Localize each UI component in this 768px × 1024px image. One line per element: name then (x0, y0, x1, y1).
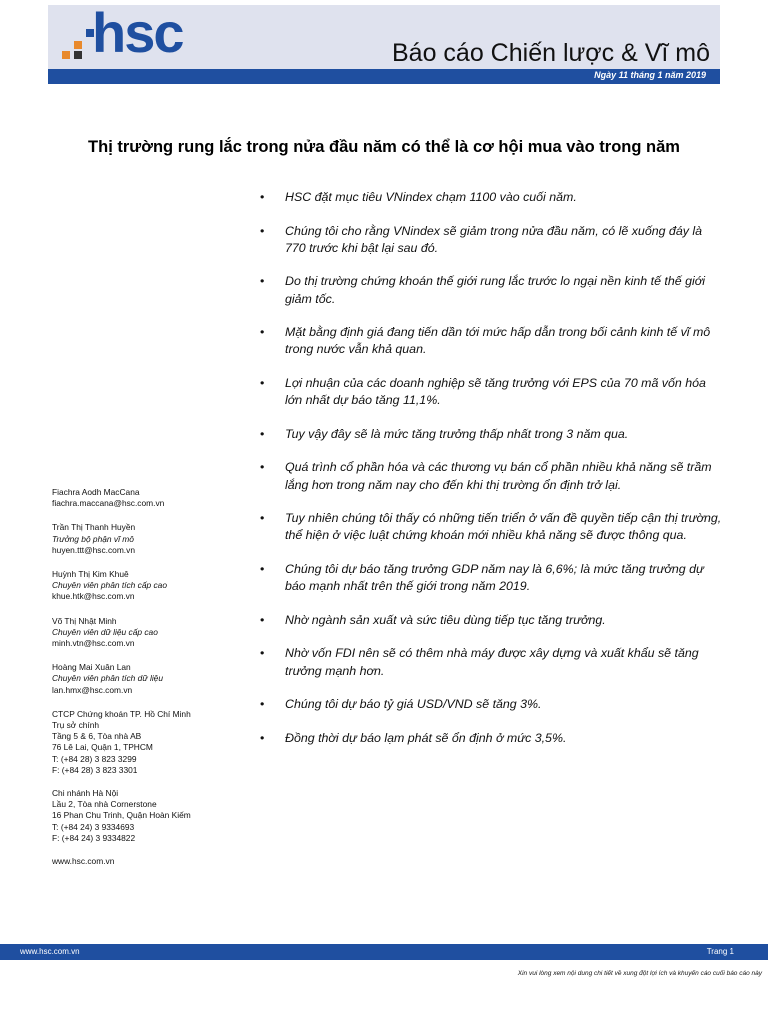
sidebar-website-link[interactable]: www.hsc.com.vn (52, 856, 115, 867)
bullet-icon: • (260, 460, 265, 475)
analyst-role: Trưởng bộ phận vĩ mô (52, 533, 134, 544)
bullet-item (256, 612, 726, 629)
report-date: Ngày 11 tháng 1 năm 2019 (594, 70, 706, 80)
analyst-card (52, 662, 242, 696)
bullet-item (256, 189, 726, 206)
address-line: Lầu 2, Tòa nhà Cornerstone (52, 799, 157, 810)
analyst-email[interactable]: khue.htk@hsc.com.vn (52, 591, 135, 602)
bullet-text: Nhờ vốn FDI nên sẽ có thêm nhà máy được xây dựng và xuất khẩu sẽ tăng trưởng mạnh hơn. (285, 646, 699, 678)
analyst-role: Chuyên viên phân tích dữ liệu (52, 673, 163, 684)
bullet-item (256, 426, 726, 443)
bullet-icon: • (260, 612, 265, 627)
address-line: CTCP Chứng khoán TP. Hồ Chí Minh (52, 708, 191, 719)
bullet-item (256, 645, 726, 679)
address-line: F: (+84 24) 3 9334822 (52, 832, 136, 843)
bullet-icon: • (260, 190, 265, 204)
bullet-item (256, 223, 726, 257)
bullet-item (256, 273, 726, 307)
analyst-card (52, 616, 242, 650)
bullet-item (256, 459, 726, 493)
hanoi-branch-address (52, 788, 242, 844)
bullet-icon: • (260, 561, 265, 576)
header-band (48, 1, 720, 69)
analyst-card (52, 487, 242, 509)
bullet-item (256, 324, 726, 358)
analyst-name: Huỳnh Thị Kim Khuê (52, 569, 129, 580)
address-line: Tầng 5 & 6, Tòa nhà AB (52, 731, 142, 742)
analyst-list (52, 487, 242, 696)
bullet-text: Nhờ ngành sản xuất và sức tiêu dùng tiếp tục tăng trưởng. (285, 612, 606, 627)
analyst-email[interactable]: fiachra.maccana@hsc.com.vn (52, 498, 165, 509)
analyst-name: Trần Thị Thanh Huyền (52, 522, 136, 533)
analyst-role: Chuyên viên phân tích cấp cao (52, 580, 168, 591)
bullet-icon: • (260, 325, 265, 340)
date-bar (48, 69, 720, 84)
bullet-icon: • (260, 646, 265, 661)
analyst-card (52, 522, 242, 556)
bullet-text: HSC đặt mục tiêu VNindex chạm 1100 vào cuối năm. (285, 190, 577, 204)
analyst-name: Võ Thị Nhật Minh (52, 615, 117, 626)
bullet-icon: • (260, 511, 265, 526)
address-line: T: (+84 28) 3 823 3299 (52, 753, 137, 764)
address-line: F: (+84 28) 3 823 3301 (52, 764, 138, 775)
bullet-icon: • (260, 223, 265, 238)
address-line: 16 Phan Chu Trinh, Quận Hoàn Kiếm (52, 810, 191, 821)
bullet-text: Mặt bằng định giá đang tiến dần tới mức hấp dẫn trong bối cảnh kinh tế vĩ mô trong nước vẫn khả quan. (285, 325, 711, 357)
bullet-text: Chúng tôi dự báo tăng trưởng GDP năm nay là 6,6%; là mức tăng trưởng dự báo mạnh nhất trên thế giới trong năm 2019. (285, 561, 704, 594)
address-line: Chi nhánh Hà Nội (52, 788, 119, 799)
report-title: Báo cáo Chiến lược & Vĩ mô (392, 39, 710, 67)
bullet-item (256, 730, 726, 747)
disclaimer: Xin vui lòng xem nội dung chi tiết về xung đột lợi ích và khuyến cáo cuối báo cáo này (517, 970, 762, 977)
bullet-icon: • (260, 426, 265, 441)
bullet-text: Đồng thời dự báo lạm phát sẽ ổn định ở mức 3,5%. (285, 730, 567, 745)
bullet-icon: • (260, 274, 265, 289)
address-line: Trụ sở chính (52, 720, 100, 731)
bullet-item (256, 510, 726, 544)
bullet-text: Lợi nhuận của các doanh nghiệp sẽ tăng trưởng với EPS của 70 mã vốn hóa lớn nhất dự báo tăng 11,1%. (285, 375, 706, 408)
hsc-logo (60, 1, 210, 64)
bullet-item (256, 561, 726, 595)
key-points-list (256, 189, 726, 763)
bullet-text: Quá trình cổ phần hóa và các thương vụ bán cổ phần nhiều khả năng sẽ trầm lắng hơn trong năm nay cho đến khi thị trường ổn định trở lại. (285, 460, 712, 492)
analyst-email[interactable]: lan.hmx@hsc.com.vn (52, 684, 133, 695)
bullet-item (256, 696, 726, 713)
bullet-icon: • (260, 375, 265, 390)
logo-text: hsc (92, 1, 183, 64)
address-line: 76 Lê Lai, Quận 1, TPHCM (52, 742, 153, 753)
bullet-icon: • (260, 697, 265, 712)
bullet-text: Chúng tôi dự báo tỷ giá USD/VND sẽ tăng 3%. (285, 697, 542, 712)
head-office-address (52, 709, 242, 776)
bullet-text: Tuy vậy đây sẽ là mức tăng trưởng thấp nhất trong 3 năm qua. (285, 426, 629, 441)
analyst-name: Fiachra Aodh MacCana (52, 487, 140, 497)
bullet-text: Chúng tôi cho rằng VNindex sẽ giảm trong nửa đầu năm, có lẽ xuống đáy là 770 trước khi bật lại sau đó. (285, 223, 702, 255)
analyst-email[interactable]: huyen.ttt@hsc.com.vn (52, 544, 135, 555)
sidebar (52, 487, 242, 867)
footer-website-link[interactable]: www.hsc.com.vn (20, 947, 80, 956)
analyst-name: Hoàng Mai Xuân Lan (52, 662, 131, 673)
headline: Thị trường rung lắc trong nửa đầu năm có thể là cơ hội mua vào trong năm (88, 138, 680, 156)
bullet-text: Tuy nhiên chúng tôi thấy có những tiến triển ở vấn đề quyền tiếp cận thị trường, thể hiện ở việc luật chứng khoán mới nhiều khả năng sẽ được thông qua. (285, 511, 722, 543)
bullet-text: Do thị trường chứng khoán thế giới rung lắc trước lo ngại nền kinh tế thế giới giảm tốc. (285, 274, 705, 306)
analyst-email[interactable]: minh.vtn@hsc.com.vn (52, 638, 135, 649)
footer-bar (0, 944, 768, 960)
analyst-role: Chuyên viên dữ liệu cấp cao (52, 626, 158, 637)
analyst-card (52, 569, 242, 603)
bullet-icon: • (260, 730, 265, 745)
bullet-item (256, 375, 726, 409)
page-number: Trang 1 (706, 947, 734, 956)
address-line: T: (+84 24) 3 9334693 (52, 821, 135, 832)
